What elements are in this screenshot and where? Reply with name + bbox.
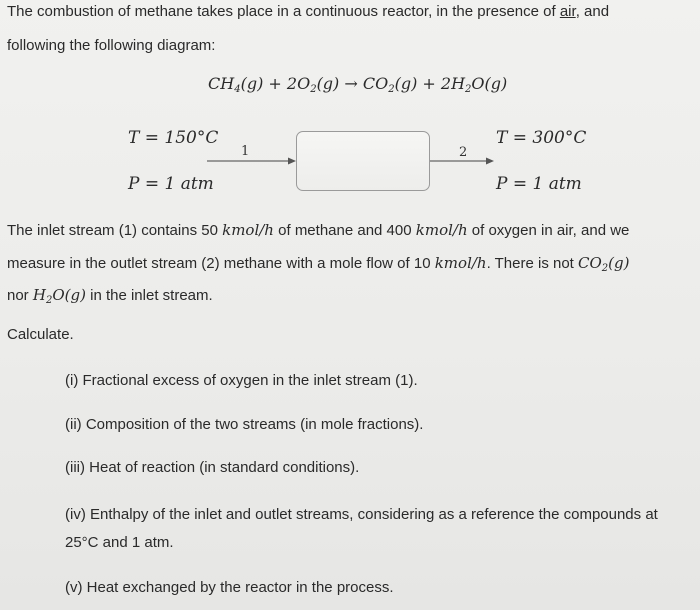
para-sub: 2 bbox=[601, 263, 609, 274]
para-text: nor bbox=[7, 287, 33, 304]
eq-sub: 2 bbox=[465, 84, 472, 95]
eq-part: (g) + 2O bbox=[240, 74, 311, 93]
para-unit: kmol/h bbox=[434, 254, 487, 272]
air-link-text: air bbox=[559, 3, 576, 20]
question-iv-line-2: 25°C and 1 atm. bbox=[65, 534, 174, 551]
calculate-heading: Calculate. bbox=[7, 326, 74, 343]
eq-ch: CH bbox=[208, 74, 235, 93]
inlet-pressure: P = 1 atm bbox=[128, 174, 214, 194]
eq-part: (g) + 2H bbox=[394, 74, 466, 93]
reactor-box bbox=[296, 131, 430, 191]
para-unit: kmol/h bbox=[222, 221, 274, 239]
para-line-3 bbox=[7, 285, 213, 306]
intro-line-2: following the following diagram: bbox=[7, 37, 216, 54]
eq-sub: 2 bbox=[388, 84, 395, 95]
intro-text: The combustion of methane takes place in a continuous reactor, in the presence of bbox=[7, 3, 560, 20]
inlet-arrowhead bbox=[288, 158, 296, 165]
para-line-2 bbox=[7, 253, 629, 274]
para-text: . There is not bbox=[486, 255, 579, 272]
outlet-stream-number: 2 bbox=[459, 145, 468, 160]
eq-sub: 2 bbox=[310, 84, 317, 95]
para-formula: O(g) bbox=[52, 286, 86, 304]
para-formula: CO bbox=[578, 254, 602, 272]
question-v: (v) Heat exchanged by the reactor in the process. bbox=[65, 579, 394, 596]
para-text: in the inlet stream. bbox=[85, 287, 213, 304]
para-text: of oxygen in air, and we bbox=[467, 222, 630, 239]
eq-part: (g) → CO bbox=[316, 74, 389, 93]
para-line-1 bbox=[7, 220, 629, 241]
para-text: of methane and 400 bbox=[273, 222, 416, 239]
para-formula: H bbox=[32, 286, 46, 304]
para-formula: (g) bbox=[608, 254, 630, 272]
outlet-temperature: T = 300°C bbox=[496, 128, 587, 148]
inlet-temperature: T = 150°C bbox=[128, 128, 219, 148]
para-text: measure in the outlet stream (2) methane with a mole flow of 10 bbox=[7, 255, 435, 272]
question-ii: (ii) Composition of the two streams (in mole fractions). bbox=[65, 416, 424, 433]
question-i: (i) Fractional excess of oxygen in the inlet stream (1). bbox=[65, 372, 418, 389]
intro-text-end: , and bbox=[575, 3, 610, 20]
eq-sub: 4 bbox=[234, 84, 241, 95]
outlet-pressure: P = 1 atm bbox=[496, 174, 582, 194]
para-sub: 2 bbox=[45, 295, 53, 306]
eq-part: O(g) bbox=[471, 74, 508, 93]
para-unit: kmol/h bbox=[415, 221, 468, 239]
inlet-stream-number: 1 bbox=[241, 144, 250, 159]
outlet-arrowhead bbox=[486, 158, 494, 165]
question-iv-line-1: (iv) Enthalpy of the inlet and outlet streams, considering as a reference the compounds at bbox=[65, 506, 658, 523]
para-text: The inlet stream (1) contains 50 bbox=[7, 222, 223, 239]
question-iii: (iii) Heat of reaction (in standard conditions). bbox=[65, 459, 360, 476]
